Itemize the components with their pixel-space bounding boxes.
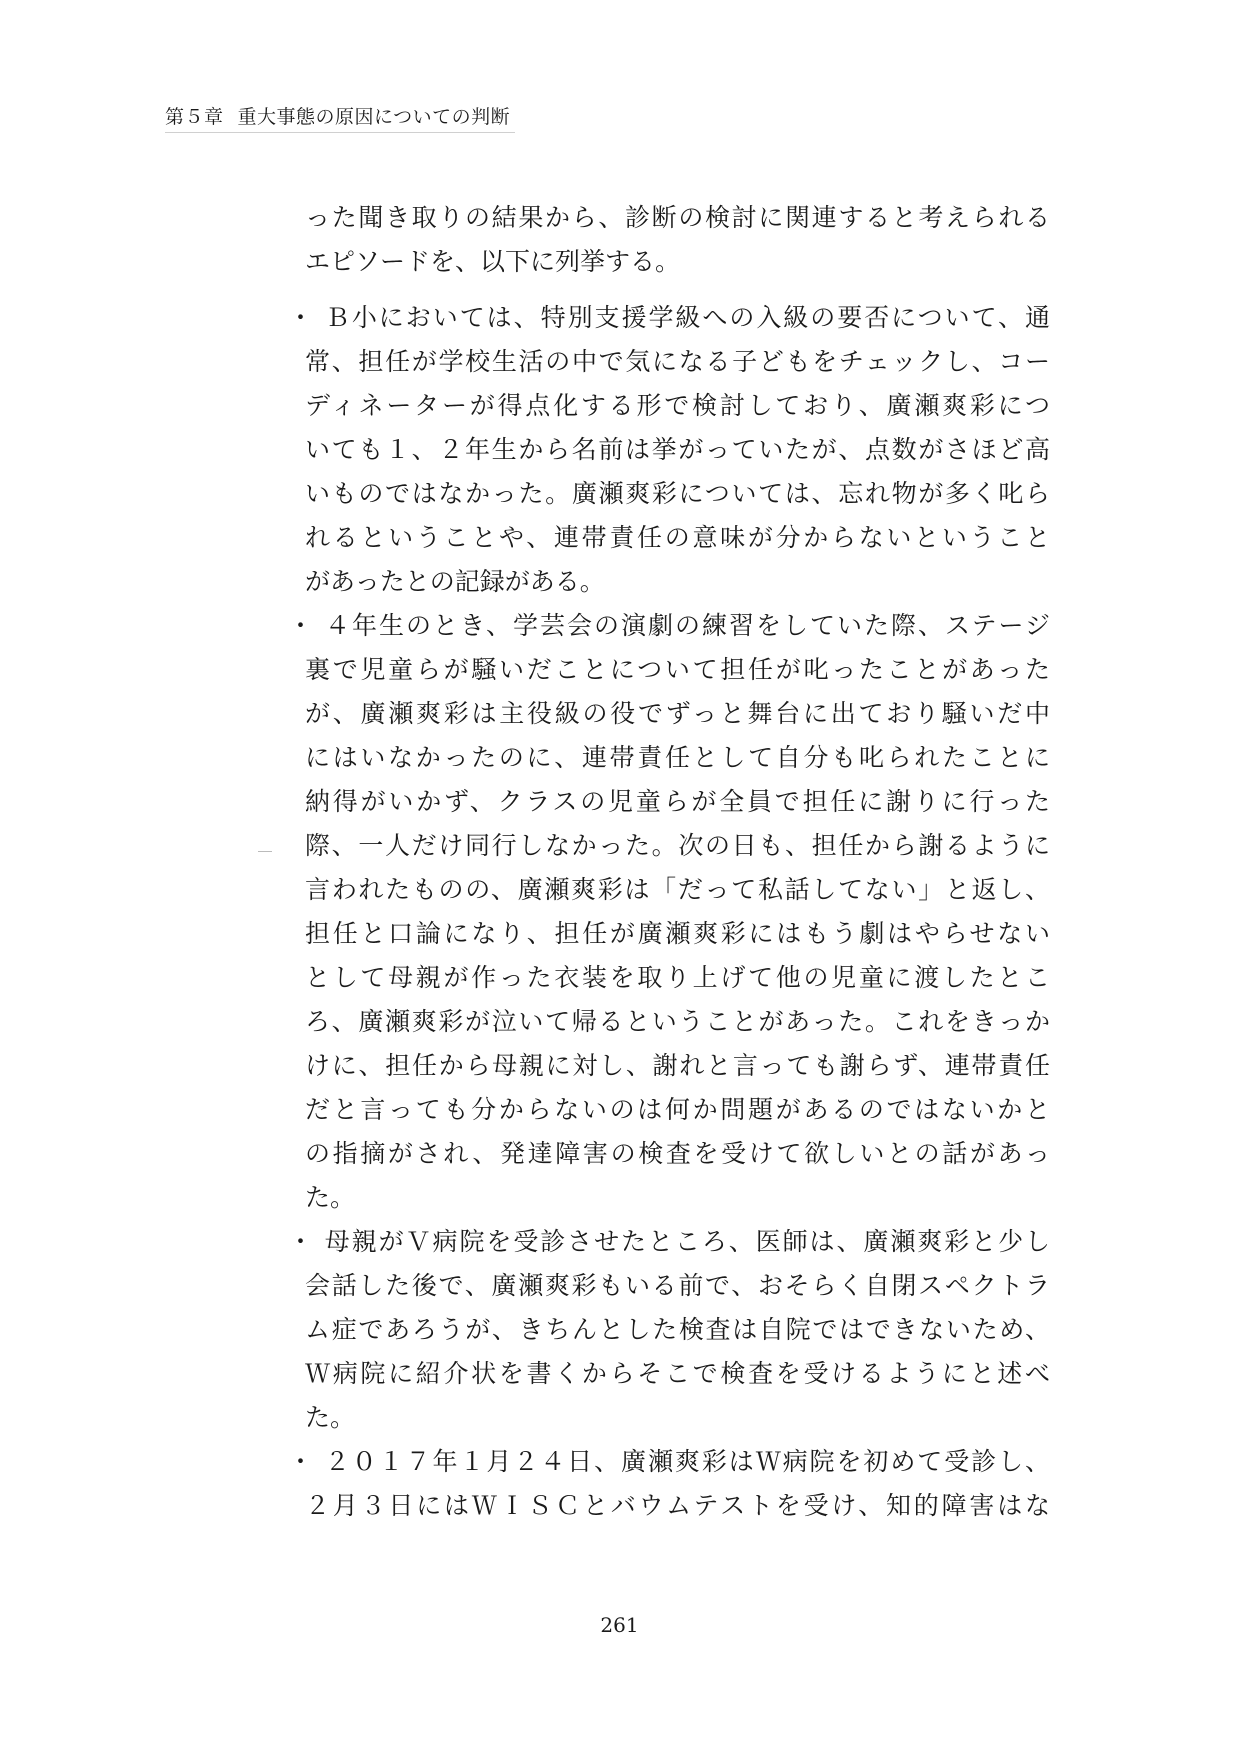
text-line: の指摘がされ、発達障害の検査を受けて欲しいとの話があっ <box>305 1139 1050 1168</box>
bullet-item-line: ・ ４年生のとき、学芸会の演劇の練習をしていた際、ステージ <box>288 611 1050 640</box>
page-header <box>165 102 510 129</box>
text-line: ろ、廣瀬爽彩が泣いて帰るということがあった。これをきっか <box>305 1007 1050 1036</box>
text-line: ２月３日にはＷＩＳＣとバウムテストを受け、知的障害はな <box>305 1491 1050 1520</box>
text-line: Ｗ病院に紹介状を書くからそこで検査を受けるようにと述べ <box>305 1359 1050 1388</box>
text-line: れるということや、連帯責任の意味が分からないということ <box>305 523 1050 552</box>
page-number: 261 <box>600 1613 639 1637</box>
text-line: 常、担任が学校生活の中で気になる子どもをチェックし、コー <box>305 347 1050 376</box>
bullet-item-line: ・ 母親がＶ病院を受診させたところ、医師は、廣瀬爽彩と少し <box>288 1227 1050 1256</box>
text-line: 際、一人だけ同行しなかった。次の日も、担任から謝るように <box>305 831 1050 860</box>
text-line: 担任と口論になり、担任が廣瀬爽彩にはもう劇はやらせない <box>305 919 1050 948</box>
text-line: にはいなかったのに、連帯責任として自分も叱られたことに <box>305 743 1050 772</box>
text-line: エピソードを、以下に列挙する。 <box>305 247 681 276</box>
text-line: があったとの記録がある。 <box>305 567 605 596</box>
text-line: た。 <box>305 1403 356 1432</box>
text-line: いても１、２年生から名前は挙がっていたが、点数がさほど高 <box>305 435 1050 464</box>
text-line: 納得がいかず、クラスの児童らが全員で担任に謝りに行った <box>305 787 1050 816</box>
margin-mark <box>258 851 272 852</box>
chapter-title: 重大事態の原因についての判断 <box>237 106 511 128</box>
text-line: ディネーターが得点化する形で検討しており、廣瀬爽彩につ <box>305 391 1050 420</box>
text-line: ム症であろうが、きちんとした検査は自院ではできないため、 <box>305 1315 1050 1344</box>
header-rule <box>165 132 515 133</box>
text-line: だと言っても分からないのは何か問題があるのではないかと <box>305 1095 1050 1124</box>
text-line: として母親が作った衣装を取り上げて他の児童に渡したとこ <box>305 963 1050 992</box>
text-line: た。 <box>305 1183 356 1212</box>
bullet-item-line: ・ ２０１７年１月２４日、廣瀬爽彩はＷ病院を初めて受診し、 <box>288 1447 1050 1476</box>
text-line: 裏で児童らが騒いだことについて担任が叱ったことがあった <box>305 655 1050 684</box>
text-line: 会話した後で、廣瀬爽彩もいる前で、おそらく自閉スペクトラ <box>305 1271 1050 1300</box>
text-line: 言われたものの、廣瀬爽彩は「だって私話してない」と返し、 <box>305 875 1050 904</box>
text-line: った聞き取りの結果から、診断の検討に関連すると考えられる <box>305 203 1050 232</box>
chapter-number: 第５章 <box>165 106 224 128</box>
bullet-item-line: ・ Ｂ小においては、特別支援学級への入級の要否について、通 <box>288 303 1050 332</box>
text-line: が、廣瀬爽彩は主役級の役でずっと舞台に出ており騒いだ中 <box>305 699 1050 728</box>
text-line: いものではなかった。廣瀬爽彩については、忘れ物が多く叱ら <box>305 479 1050 508</box>
text-line: けに、担任から母親に対し、謝れと言っても謝らず、連帯責任 <box>305 1051 1050 1080</box>
